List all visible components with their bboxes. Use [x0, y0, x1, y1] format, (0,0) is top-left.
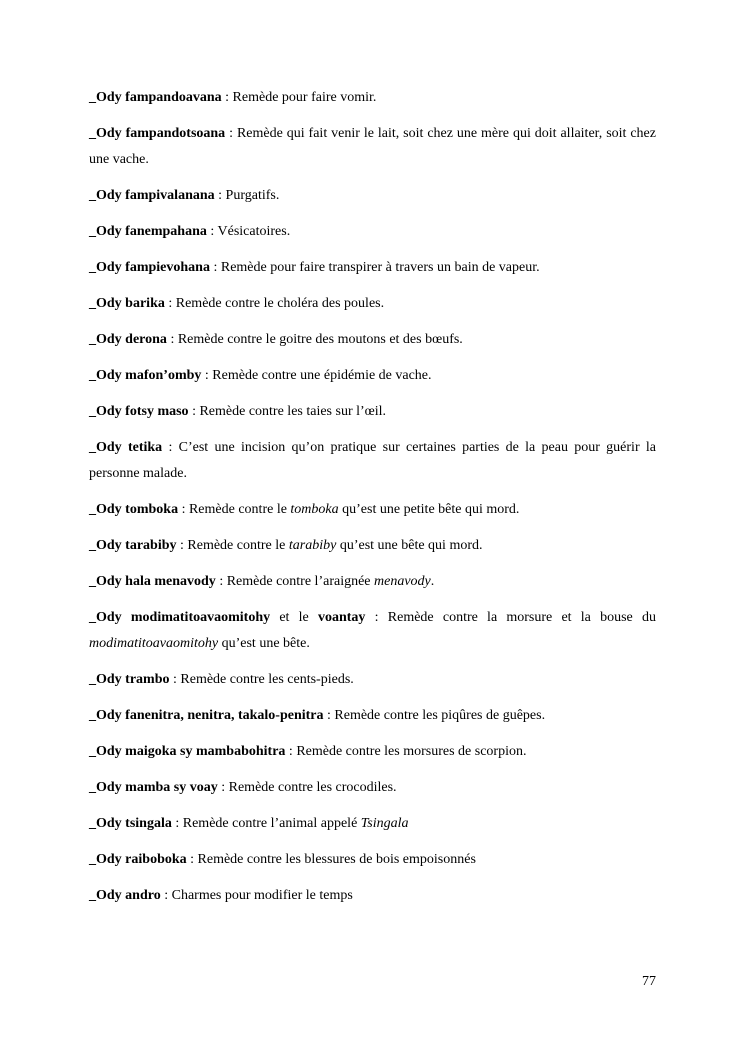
entry-definition: C’est une incision qu’on pratique sur certaines parties de la peau pour guérir la personne malade. [89, 440, 656, 481]
entry-trambo [89, 667, 656, 693]
entry-definition: Remède contre le goitre des moutons et des bœufs. [177, 332, 463, 347]
entry-definition-before: Remède contre le [187, 538, 289, 553]
entry-separator: : [164, 296, 176, 311]
entry-definition: Charmes pour modifier le temps [171, 888, 353, 903]
entry-barika [89, 291, 656, 317]
entry-separator: : [217, 780, 229, 795]
entry-separator: : [215, 574, 227, 589]
document-body [89, 85, 656, 919]
entry-definition-after: qu’est une bête qui mord. [336, 538, 483, 553]
entry-definition: Remède contre une épidémie de vache. [212, 368, 432, 383]
entry-separator: : [188, 404, 200, 419]
entry-definition: Remède contre les taies sur l’œil. [199, 404, 387, 419]
entry-term: _Ody fampandotsoana [89, 126, 226, 141]
entry-term: _Ody mafon’omby [89, 368, 202, 383]
entry-term: _Ody trambo [89, 672, 170, 687]
entry-mamba-sy-voay [89, 775, 656, 801]
entry-raiboboka [89, 847, 656, 873]
entry-separator: : [186, 852, 198, 867]
entry-term: _Ody raiboboka [89, 852, 187, 867]
entry-tomboka [89, 497, 656, 523]
entry-term: _Ody fampievohana [89, 260, 210, 275]
entry-italic-term: menavody [374, 574, 431, 589]
entry-separator: : [285, 744, 297, 759]
entry-italic-term: tomboka [290, 502, 339, 517]
entry-definition: Remède contre les morsures de scorpion. [296, 744, 527, 759]
entry-separator: : [365, 610, 388, 625]
entry-derona [89, 327, 656, 353]
entry-separator: : [171, 816, 183, 831]
entry-term: _Ody fampandoavana [89, 90, 222, 105]
entry-term: _Ody fanenitra, nenitra, takalo-penitra [89, 708, 324, 723]
entry-modimatitoavaomitohy [89, 605, 656, 657]
entry-definition: Remède contre les crocodiles. [228, 780, 397, 795]
entry-fanenitra [89, 703, 656, 729]
entry-term: _Ody andro [89, 888, 161, 903]
entry-term: _Ody barika [89, 296, 165, 311]
entry-separator: : [201, 368, 213, 383]
entry-definition: Remède contre les cents-pieds. [180, 672, 354, 687]
entry-term: _Ody tomboka [89, 502, 179, 517]
entry-term: _Ody fotsy maso [89, 404, 189, 419]
entry-separator: : [166, 332, 178, 347]
entry-term: _Ody modimatitoavaomitohy [89, 610, 271, 625]
entry-italic-term: tarabiby [288, 538, 337, 553]
entry-definition-before: Remède contre l’araignée [226, 574, 375, 589]
entry-fanempahana [89, 219, 656, 245]
entry-separator: : [225, 126, 237, 141]
entry-hala-menavody [89, 569, 656, 595]
entry-italic-term: Tsingala [360, 816, 409, 831]
entry-tsingala [89, 811, 656, 837]
entry-fampievohana [89, 255, 656, 281]
entry-separator: : [160, 888, 172, 903]
entry-definition: Vésicatoires. [217, 224, 291, 239]
entry-separator: : [162, 440, 179, 455]
entry-definition-before: Remède contre le [188, 502, 291, 517]
entry-definition-after: qu’est une bête. [218, 636, 310, 651]
entry-term: _Ody fampivalanana [89, 188, 215, 203]
page-number: 77 [642, 974, 656, 989]
entry-definition: Remède contre les blessures de bois empoisonnés [197, 852, 476, 867]
entry-maigoka [89, 739, 656, 765]
entry-definition-before: Remède contre l’animal appelé [182, 816, 361, 831]
entry-term: _Ody derona [89, 332, 167, 347]
entry-separator: : [323, 708, 335, 723]
entry-tetika [89, 435, 656, 487]
entry-term: _Ody mamba sy voay [89, 780, 218, 795]
entry-fampandotsoana [89, 121, 656, 173]
entry-term: _Ody maigoka sy mambabohitra [89, 744, 286, 759]
entry-definition: Remède pour faire transpirer à travers un bain de vapeur. [220, 260, 540, 275]
entry-term: _Ody tetika [89, 440, 163, 455]
entry-term: _Ody tarabiby [89, 538, 177, 553]
entry-definition: Purgatifs. [225, 188, 280, 203]
entry-connector: et le [270, 610, 318, 625]
entry-term: _Ody hala menavody [89, 574, 216, 589]
entry-fotsy-maso [89, 399, 656, 425]
entry-definition-after: . [430, 574, 435, 589]
entry-definition: Remède pour faire vomir. [232, 90, 377, 105]
entry-separator: : [169, 672, 181, 687]
entry-fampivalanana [89, 183, 656, 209]
entry-definition-after: qu’est une petite bête qui mord. [338, 502, 520, 517]
entry-mafon-omby [89, 363, 656, 389]
entry-separator: : [206, 224, 218, 239]
entry-term: _Ody fanempahana [89, 224, 207, 239]
entry-definition-before: Remède contre la morsure et la bouse du [387, 610, 656, 625]
entry-definition: Remède contre les piqûres de guêpes. [334, 708, 546, 723]
entry-tarabiby [89, 533, 656, 559]
entry-term: _Ody tsingala [89, 816, 172, 831]
entry-term-secondary: voantay [317, 610, 366, 625]
entry-definition: Remède qui fait venir le lait, soit chez une mère qui doit allaiter, soit chez une vache. [89, 126, 656, 167]
entry-andro [89, 883, 656, 909]
entry-definition: Remède contre le choléra des poules. [175, 296, 385, 311]
entry-separator: : [176, 538, 188, 553]
entry-separator: : [178, 502, 189, 517]
entry-separator: : [221, 90, 233, 105]
entry-separator: : [214, 188, 226, 203]
entry-fampandoavana [89, 85, 656, 111]
entry-separator: : [209, 260, 221, 275]
entry-italic-term: modimatitoavaomitohy [89, 636, 219, 651]
